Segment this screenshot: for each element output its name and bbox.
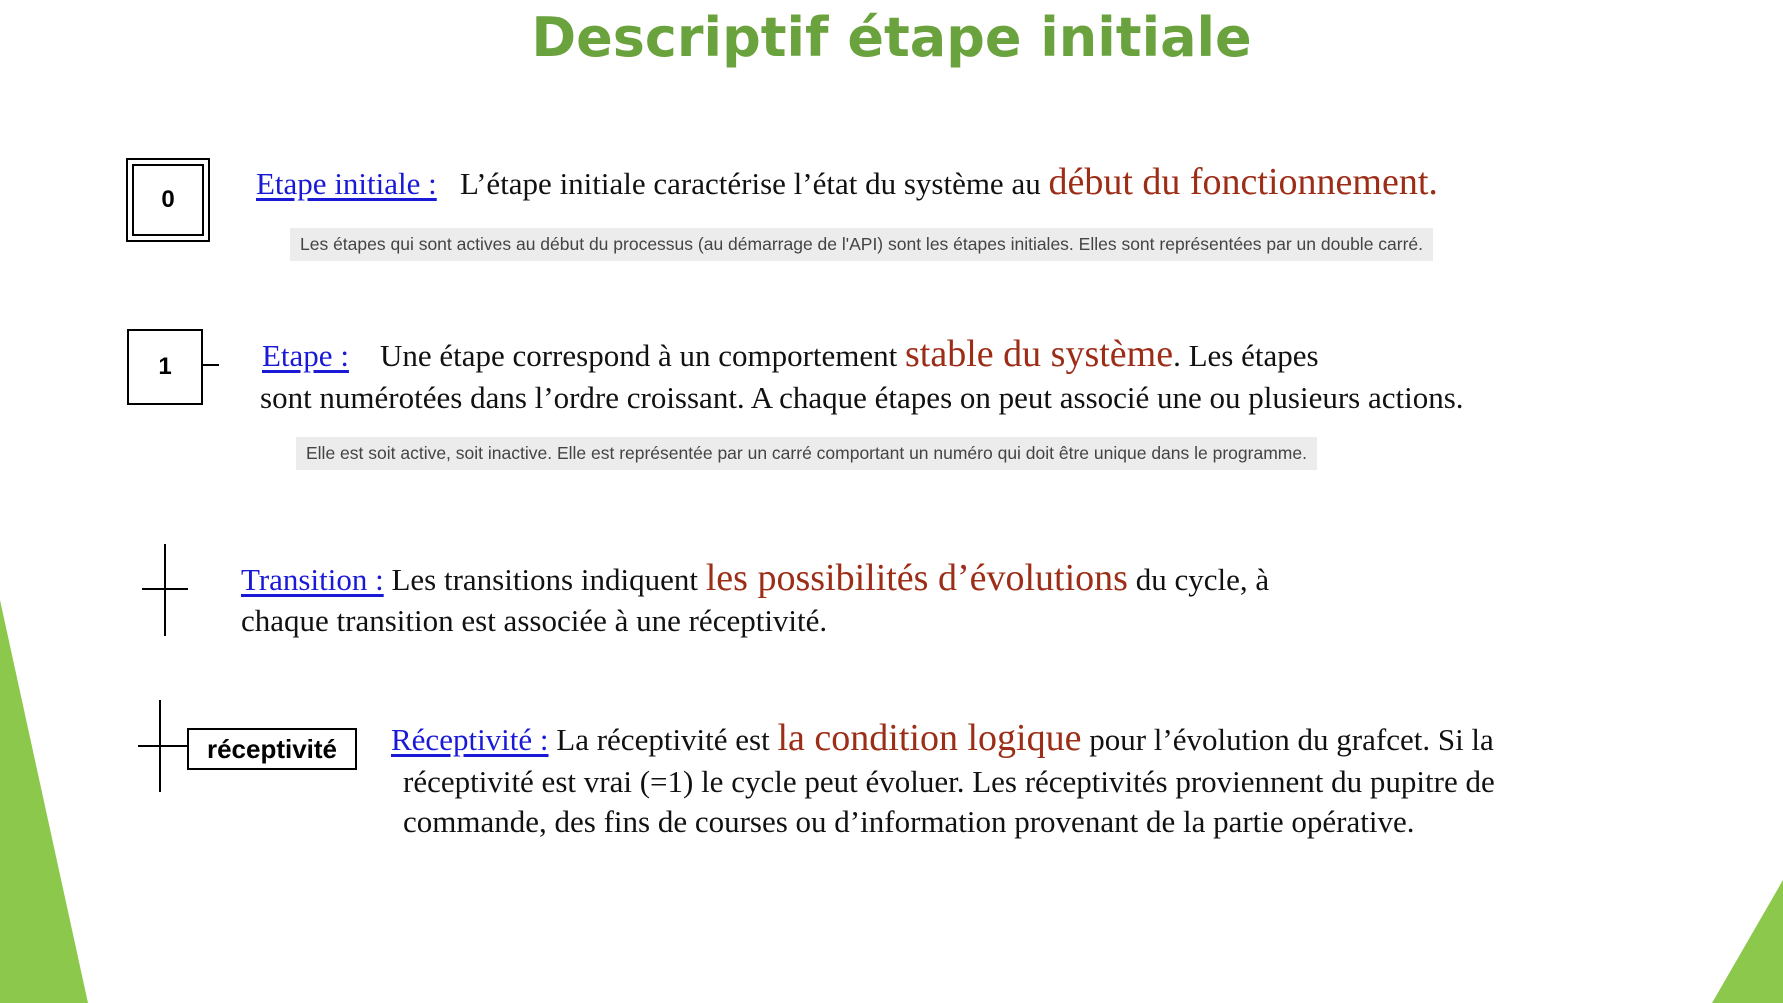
initial-step-term: Etape initiale : [256,166,437,201]
transition-term: Transition : [241,562,384,597]
receptivity-definition-line2: réceptivité est vrai (=1) le cycle peut évoluer. Les réceptivités proviennent du pupitre de [403,764,1495,799]
left-green-triangle [0,600,88,1003]
receptivity-box: réceptivité [187,728,357,770]
transition-definition-line2: chaque transition est associée à une réceptivité. [241,603,828,638]
receptivity-term: Réceptivité : [391,722,549,757]
step-output-tick [201,364,219,366]
receptivity-definition-line1 [391,716,1494,760]
receptivity-text: La réceptivité est [556,722,770,757]
step-note: Elle est soit active, soit inactive. Elle est représentée par un carré comportant un numéro qui doit être unique dans le programme. [296,437,1317,470]
initial-step-highlight: début du fonctionnement. [1048,161,1438,203]
receptivity-highlight: la condition logique [777,717,1082,759]
transition-highlight: les possibilités d’évolutions [705,557,1128,599]
initial-step-note: Les étapes qui sont actives au début du processus (au démarrage de l'API) sont les étapes initiales. Elles sont représentées par un double carré. [290,228,1433,261]
receptivity-transition-symbol [136,700,192,792]
right-green-triangle [1712,880,1783,1003]
receptivity-text-after: pour l’évolution du grafcet. Si la [1089,722,1494,757]
transition-symbol [140,544,190,636]
initial-step-double-box [126,158,210,242]
transition-text: Les transitions indiquent [391,562,698,597]
receptivity-definition-line3: commande, des fins de courses ou d’information provenant de la partie opérative. [403,804,1415,839]
initial-step-text: L’étape initiale caractérise l’état du système au [460,166,1041,201]
step-definition-line1 [262,332,1319,376]
step-term: Etape : [262,338,349,373]
initial-step-definition [256,160,1438,204]
initial-step-number: 0 [161,186,175,213]
step-box [127,329,203,405]
slide-title: Descriptif étape initiale [531,6,1252,69]
transition-definition-line1 [241,556,1269,600]
step-definition-line2: sont numérotées dans l’ordre croissant. A chaque étapes on peut associé une ou plusieurs actions. [260,380,1464,415]
step-text: Une étape correspond à un comportement [379,338,898,373]
transition-text-after: du cycle, à [1135,562,1270,597]
step-text-after: . Les étapes [1173,338,1319,373]
step-highlight: stable du système [905,333,1174,375]
step-number: 1 [158,353,172,380]
